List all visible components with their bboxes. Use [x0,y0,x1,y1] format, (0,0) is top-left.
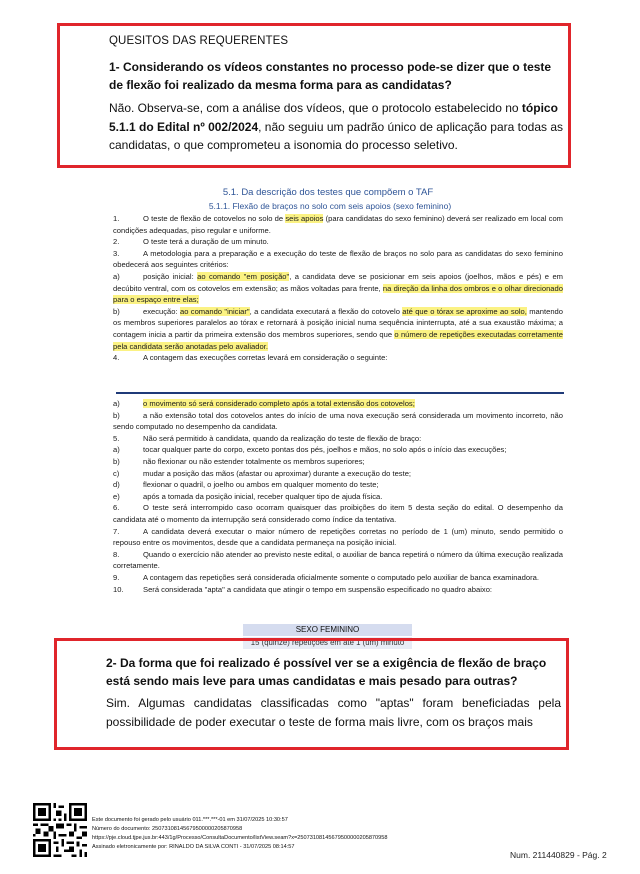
answer-1-bold: tópico 5.1.1 do Edital nº 002/2024 [109,101,558,134]
table-row: 15 (quinze) repetições em até 1 (um) minuto [243,637,412,649]
item-number: 1. [113,214,120,223]
item-text: , a candidata executará a flexão do cotovelo [249,306,403,316]
highlighted-text: na direção da linha dos ombros e o olhar direcionado para o espaço entre elas; [113,283,563,305]
edital-item-5e [113,491,563,503]
requerentes-heading: QUESITOS DAS REQUERENTES [109,35,289,47]
item-text: mantendo os membros superiores paralelos ao tórax e retornará à posição inicial numa sequência ininterrupta, até a sua exaustão máxima; a contagem inicia a partir da primeira extensão dos membros superiores, sendo que [113,306,563,339]
item-text: flexionar o quadril, o joelho ou ambos em qualquer momento do teste; [143,480,379,490]
highlighted-text: ao comando "iniciar" [179,306,250,316]
question-1: 1- Considerando os vídeos constantes no processo pode-se dizer que o teste de flexão foi realizado da mesma forma para as candidatas? [109,60,552,92]
item-number: c) [113,468,120,478]
footer-document-number: Número do documento: 25073108145679500000205870958 [92,826,243,833]
item-number: 5. [113,433,120,443]
answer-1-text-b: , não seguiu um padrão único de aplicação para todas as candidatas, o que comprometeu a isonomia do processo seletivo. [109,119,563,152]
edital-item-5b [113,456,563,468]
footer-verification-link[interactable]: https://pje.cloud.tjpe.jus.br:443/1g/Processo/ConsultaDocumento/listView.seam?x=25073108145679500000205870958 [92,835,388,842]
item-text: Será considerada "apta" a candidata que atingir o tempo em suspensão especificado no quadro abaixo: [143,584,493,594]
item-number: 9. [113,572,120,582]
item-text: (para candidatas do sexo feminino) deverá ser realizado em local com condições adequadas, piso regular e uniforme. [113,214,563,235]
highlighted-text: seis apoios [285,214,324,223]
edital-item-4 [113,352,563,364]
item-number: 6. [113,503,120,513]
item-number: 8. [113,549,120,559]
question-2: 2- Da forma que foi realizado é possível ver se a exigência de flexão de braço está sendo mais leve para umas candidatas e mais pesado para outras? [106,654,561,690]
footer-signature: Assinado eletronicamente por: RINALDO DA SILVA CONTI - 31/07/2025 08:14:57 [92,844,295,851]
item-text: Quando o exercício não atender ao previsto neste edital, o auxiliar de banca repetirá o número da última execução realizada corretamente. [113,549,563,571]
item-text: posição inicial: [143,271,198,281]
page-number: Num. 211440829 - Pág. 2 [510,850,607,860]
item-text: O teste será interrompido caso ocorram quaisquer das proibições do item 5 desta seção do edital. O desempenho da candidata até o momento da interrupção será considerado como índice da tentativa. [113,503,563,524]
item-text: O teste de flexão de cotovelos no solo de [143,214,286,223]
edital-item-10 [113,584,563,596]
edital-item-5d [113,479,563,491]
edital-text-lower [113,398,563,595]
item-number: 2. [113,237,120,247]
edital-item-5c [113,468,563,480]
item-text: A metodologia para a preparação e a execução do teste de flexão de braços no solo para as candidatas do sexo feminino obedecerá aos seguintes critérios: [113,248,563,270]
item-number: b) [113,410,120,420]
item-text: O teste terá a duração de um minuto. [143,237,269,247]
item-text: A contagem das execuções corretas levará em consideração o seguinte: [143,353,388,363]
item-number: 4. [113,353,120,363]
item-text: a não extensão total dos cotovelos antes do início de uma nova execução será considerada um movimento incorreto, não sendo computado no desempenho da candidata. [113,410,563,432]
footer-generated-by: Este documento foi gerado pelo usuário 011.***.***-01 em 31/07/2025 10:30:57 [92,817,288,823]
answer-1 [109,99,564,155]
item-text: A contagem das repetições será considerada oficialmente somente o computado pelo auxiliar de banca examinadora. [143,572,539,582]
item-text: Não será permitido à candidata, quando da realização do teste de flexão de braço: [143,433,422,443]
item-number: d) [113,480,120,490]
item-number: 10. [113,584,124,594]
edital-item-4b [113,410,563,433]
edital-item-2 [113,236,563,248]
item-number: a) [113,399,120,408]
edital-item-7 [113,526,563,549]
item-text: , a candidata deve se posicionar em seis apoios (joelhos, mãos e pés) e em decúbito ventral, com os cotovelos em extensão; as mãos voltadas para frente, [113,271,564,293]
edital-item-6 [113,502,563,525]
item-text: mudar a posição das mãos (afastar ou aproximar) durante a execução do teste; [143,468,412,478]
edital-item-1 [113,213,563,236]
highlighted-text: até que o tórax se aproxime ao solo, [402,306,527,316]
item-number: 3. [113,248,120,258]
item-number: 7. [113,526,120,536]
item-text: não flexionar ou não estender totalmente os membros superiores; [143,456,365,466]
item-text: execução: [143,306,180,316]
document-footer [92,816,388,852]
edital-item-3 [113,248,563,271]
edital-item-5a [113,444,563,456]
edital-item-3b [113,306,563,352]
item-number: a) [113,271,120,281]
table-header: SEXO FEMININO [243,624,412,636]
item-number: e) [113,491,120,501]
highlighted-text: ao comando "em posição" [197,271,290,281]
item-text: tocar qualquer parte do corpo, exceto pontas dos pés, joelhos e mãos, no solo após o início das execuções; [143,445,507,455]
edital-text-upper [113,213,563,364]
item-number: b) [113,456,120,466]
edital-item-4a [113,398,563,410]
page-divider [116,392,564,394]
subsection-title: 5.1.1. Flexão de braços no solo com seis apoios (sexo feminino) [208,201,452,211]
item-number: b) [113,306,120,316]
section-title: 5.1. Da descrição dos testes que compõem o TAF [222,187,434,198]
item-text: após a tomada da posição inicial, receber qualquer tipo de ajuda física. [143,491,383,501]
edital-item-8 [113,549,563,572]
edital-item-9 [113,572,563,584]
qr-code-icon [33,803,87,857]
item-number: a) [113,445,120,455]
item-text: A candidata deverá executar o maior número de repetições corretas no período de 1 (um) minuto, sendo permitido o repouso entre os movimentos, desde que a candidata permaneça na posição inicial. [113,526,563,548]
answer-2: Sim. Algumas candidatas classificadas como "aptas" foram beneficiadas pela possibilidade de poder executar o teste de forma mais livre, com os braços mais [106,696,561,729]
highlighted-text: o movimento só será considerado completo após a total extensão dos cotovelos; [143,399,415,408]
highlighted-text: o número de repetições executadas corretamente pela candidata serão anotadas pelo avaliador. [113,329,563,351]
edital-item-3a [113,271,563,306]
answer-1-text-a: Não. Observa-se, com a análise dos vídeos, que o protocolo estabelecido no [109,101,522,115]
edital-item-5 [113,433,563,445]
